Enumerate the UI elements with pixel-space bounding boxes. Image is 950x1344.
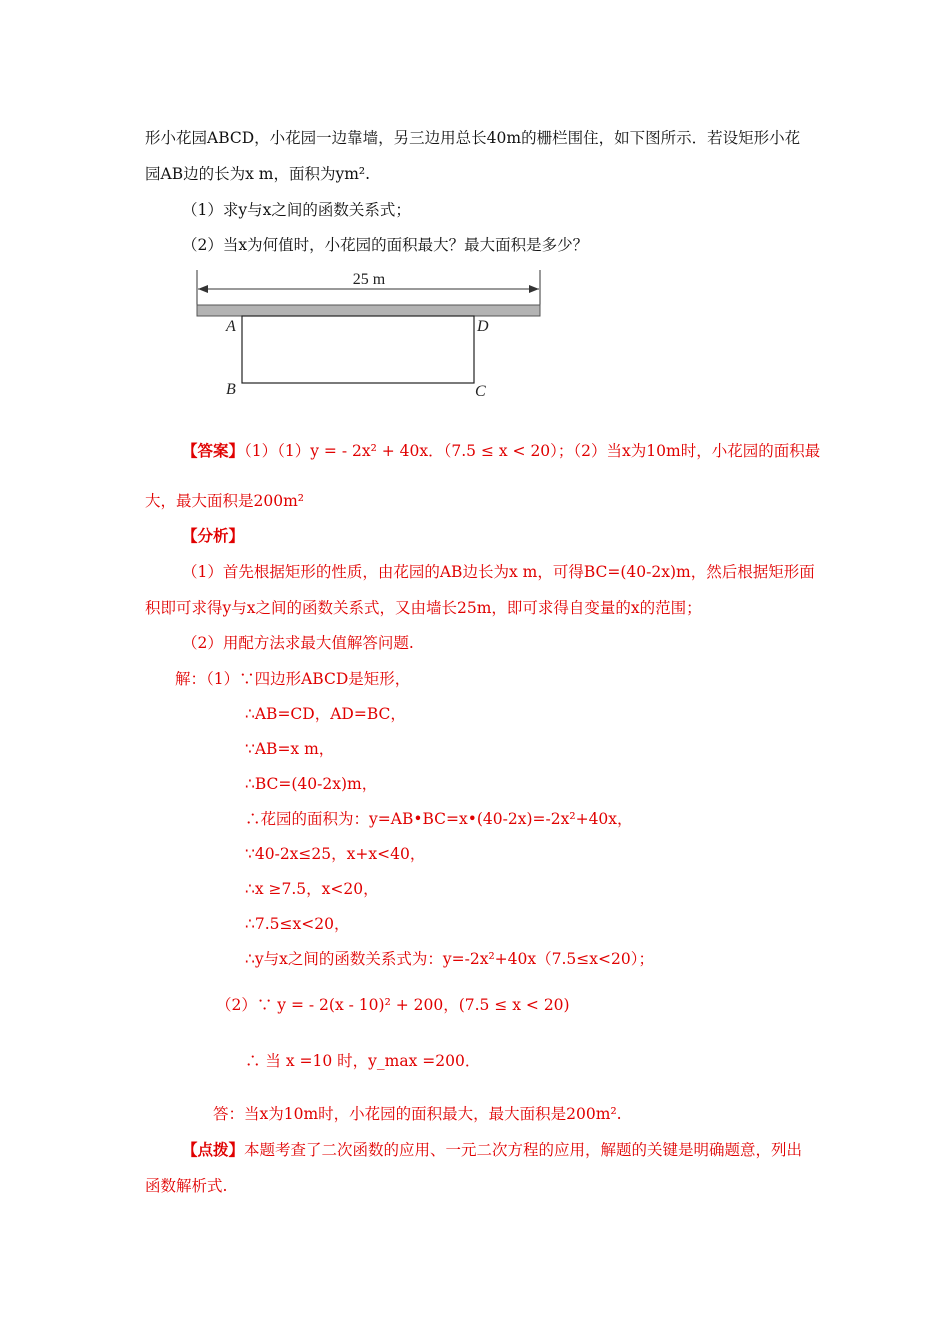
question-1: （1）求y与x之间的函数关系式； <box>182 201 411 219</box>
answer-line-1 <box>182 440 820 462</box>
problem-line-2: 园AB边的长为x m，面积为ym². <box>145 165 371 183</box>
solution-step-4: ∴花园的面积为：y=AB•BC=x•(40-2x)=-2x²+40x， <box>245 810 633 828</box>
corner-d: D <box>477 318 489 335</box>
analysis-p2: 积即可求得y与x之间的函数关系式，又由墙长25m，即可求得自变量的x的范围； <box>145 599 702 617</box>
solution-step-6: ∴x ≥7.5，x<20， <box>245 880 379 898</box>
tip-tag: 【点拨】 <box>182 1140 245 1159</box>
solution-step-1: ∴AB=CD，AD=BC， <box>245 705 406 723</box>
garden-figure <box>190 262 550 402</box>
arrow-right-icon <box>529 285 539 293</box>
tip-line-1 <box>182 1139 802 1161</box>
solution-step-0: 解：（1）∵四边形ABCD是矩形， <box>175 670 411 688</box>
corner-c: C <box>475 383 486 400</box>
wall <box>197 305 540 316</box>
answer-tag: 【答案】 <box>182 441 245 460</box>
solution-step-9: （2）∵ y = - 2(x - 10)² + 200，(7.5 ≤ x < 20) <box>216 996 570 1014</box>
corner-a: A <box>226 318 236 335</box>
solution-step-5: ∵40-2x≤25，x+x<40， <box>245 845 426 863</box>
solution-step-8: ∴y与x之间的函数关系式为：y=-2x²+40x（7.5≤x<20）； <box>245 950 654 968</box>
solution-step-10: ∴ 当 x =10 时，y_max =200． <box>245 1052 481 1070</box>
answer-text-1: （1）（1）y = - 2x² + 40x．（7.5 ≤ x < 20）；（2）当x为10m时，小花园的面积最 <box>244 442 821 460</box>
corner-b: B <box>226 381 236 398</box>
solution-step-2: ∵AB=x m， <box>245 740 335 758</box>
tip-text-1: 本题考查了二次函数的应用、一元二次方程的应用，解题的关键是明确题意，列出 <box>244 1141 803 1159</box>
garden-rectangle <box>242 316 474 383</box>
arrow-left-icon <box>198 285 208 293</box>
width-label: 25 m <box>352 271 386 288</box>
solution-step-3: ∴BC=(40-2x)m， <box>245 775 378 793</box>
analysis-p1: （1）首先根据矩形的性质，由花园的AB边长为x m，可得BC=(40-2x)m，然后根据矩形面 <box>182 563 815 581</box>
problem-line-1: 形小花园ABCD，小花园一边靠墙，另三边用总长40m的栅栏围住，如下图所示．若设矩形小花 <box>145 129 801 147</box>
question-2: （2）当x为何值时，小花园的面积最大？最大面积是多少？ <box>182 236 589 254</box>
solution-step-7: ∴7.5≤x<20， <box>245 915 350 933</box>
answer-line-2: 大，最大面积是200m² <box>145 492 304 510</box>
analysis-p3: （2）用配方法求最大值解答问题. <box>182 634 414 652</box>
tip-line-2: 函数解析式. <box>145 1177 228 1195</box>
solution-conclusion: 答：当x为10m时，小花园的面积最大，最大面积是200m². <box>213 1105 622 1123</box>
analysis-tag: 【分析】 <box>182 526 245 545</box>
